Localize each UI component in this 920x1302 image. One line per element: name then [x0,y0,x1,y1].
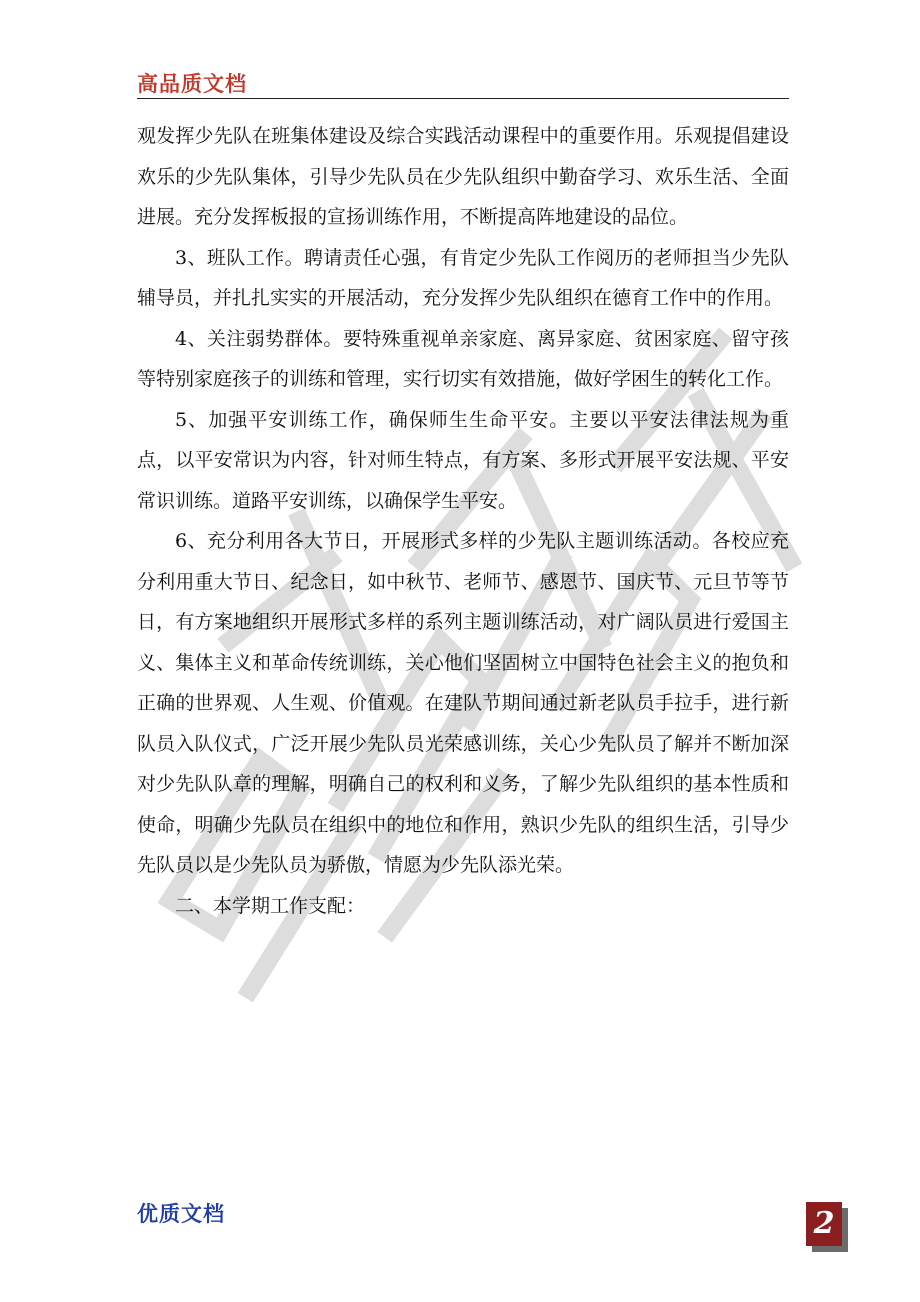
paragraph-item-4: 4、关注弱势群体。要特殊重视单亲家庭、离异家庭、贫困家庭、留守孩等特别家庭孩子的训练和管理，实行切实有效措施，做好学困生的转化工作。 [137,327,789,390]
footer-title: 优质文档 [137,1202,225,1226]
page-number-badge [806,1202,848,1252]
page-number: 2 [806,1202,842,1246]
paragraph-item-5: 5、加强平安训练工作，确保师生生命平安。主要以平安法律法规为重点，以平安常识为内容，针对师生特点，有方案、多形式开展平安法规、平安常识训练。道路平安训练，以确保学生平安。 [137,408,789,512]
paragraph-intro: 观发挥少先队在班集体建设及综合实践活动课程中的重要作用。乐观提倡建设欢乐的少先队集体，引导少先队员在少先队组织中勤奋学习、欢乐生活、全面进展。充分发挥板报的宣扬训练作用，不断提高阵地建设的品位。 [137,125,789,228]
document-body [137,116,789,926]
paragraph-item-6: 6、充分利用各大节日，开展形式多样的少先队主题训练活动。各校应充分利用重大节日、纪念日，如中秋节、老师节、感恩节、国庆节、元旦节等节日，有方案地组织开展形式多样的系列主题训练活动，对广阔队员进行爱国主义、集体主义和革命传统训练，关心他们坚固树立中国特色社会主义的抱负和正确的世界观、人生观、价值观。在建队节期间通过新老队员手拉手，进行新队员入队仪式，广泛开展少先队员光荣感训练，关心少先队员了解并不断加深对少先队队章的理解，明确自己的权利和义务，了解少先队组织的基本性质和使命，明确少先队员在组织中的地位和作用，熟识少先队的组织生活，引导少先队员以是少先队员为骄傲，情愿为少先队添光荣。 [137,530,789,876]
section-heading: 二、本学期工作支配： [175,894,366,917]
page-header [137,66,789,99]
header-title: 高品质文档 [137,72,247,96]
paragraph-item-3: 3、班队工作。聘请责任心强，有肯定少先队工作阅历的老师担当少先队辅导员，并扎扎实实的开展活动，充分发挥少先队组织在德育工作中的作用。 [137,246,789,309]
